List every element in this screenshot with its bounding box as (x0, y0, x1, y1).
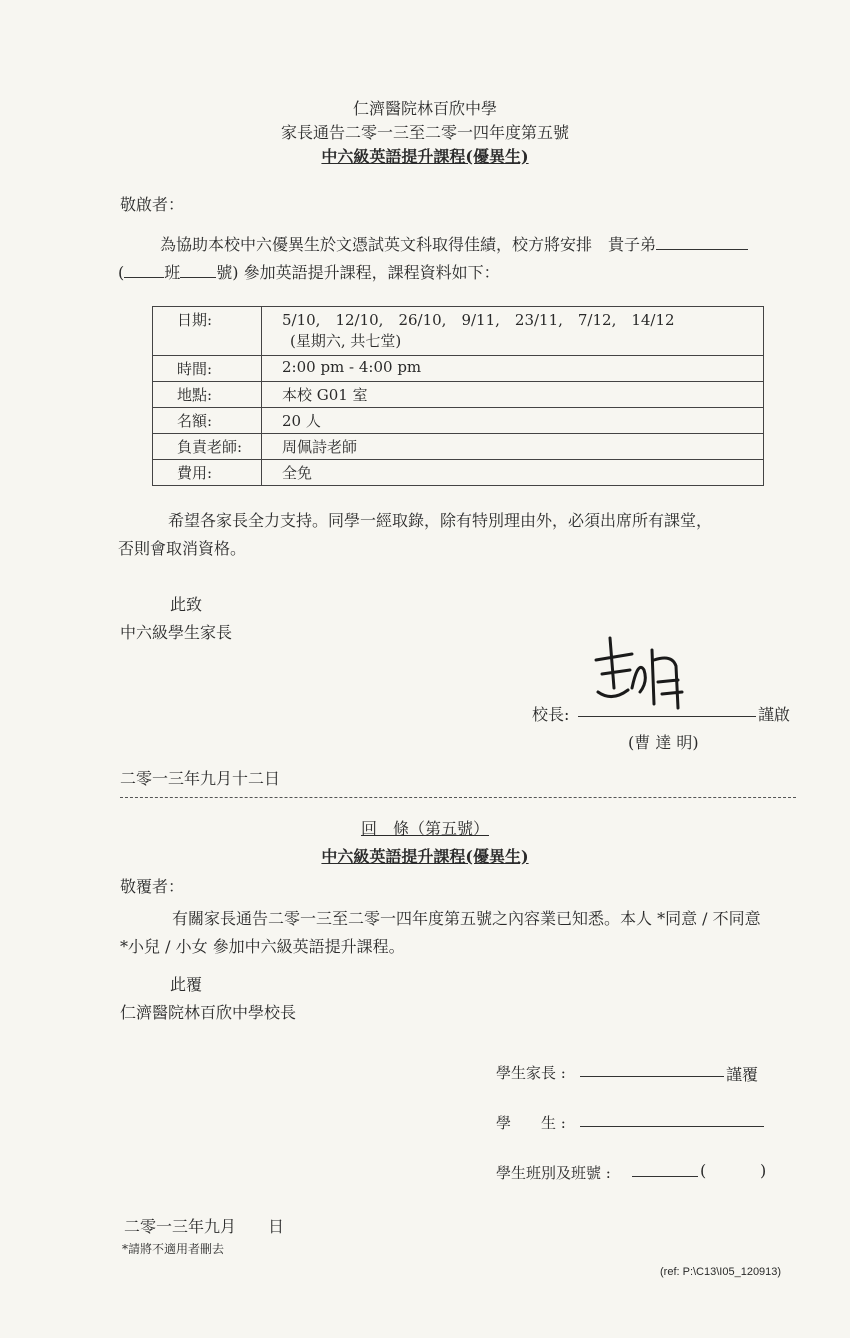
intro-paragraph-line1 (160, 232, 748, 255)
reply-date: 二零一三年九月 日 (124, 1217, 285, 1236)
student-name-blank (656, 235, 748, 250)
table-row (153, 356, 764, 382)
row-label: 負責老師: (153, 434, 262, 460)
class-blank (124, 263, 164, 278)
table-row (153, 434, 764, 460)
row-label: 地點: (153, 382, 262, 408)
intro-paragraph-line2: ( 班 號) 參加英語提升課程，課程資料如下： (118, 263, 500, 282)
footnote: *請將不適用者刪去 (122, 1242, 225, 1256)
parent-signature-suffix: 謹覆 (726, 1065, 759, 1084)
support-paragraph-line2: 否則會取消資格。 (118, 539, 247, 558)
principal-label: 校長: (532, 705, 570, 724)
reply-salutation: 敬覆者： (120, 877, 185, 896)
parent-signature-line[interactable] (580, 1076, 724, 1077)
reply-closing: 此覆 (170, 975, 203, 994)
intro-text: 為協助本校中六優異生於文憑試英文科取得佳績，校方將安排 貴子弟 (160, 235, 657, 254)
row-value: 2:00 pm - 4:00 pm (262, 356, 764, 382)
row-value: 5/10, 12/10, 26/10, 9/11, 23/11, 7/12, 14/12 (星期六, 共七堂) (262, 307, 764, 356)
reply-paragraph-line2: *小兒 / 小女 參加中六級英語提升課程。 (120, 937, 405, 956)
table-row (153, 307, 764, 356)
table-row (153, 382, 764, 408)
tear-off-divider (120, 797, 796, 798)
class-number-label: 學生班別及班號 : (496, 1164, 611, 1182)
class-number-paren-close: ) (760, 1161, 767, 1180)
principal-signature-line (578, 716, 756, 717)
principal-suffix: 謹啟 (758, 705, 791, 724)
row-label: 費用: (153, 460, 262, 486)
principal-signature (592, 630, 712, 720)
reply-title: 回 條（第五號） (360, 819, 489, 838)
notice-number: 家長通告二零一三至二零一四年度第五號 (280, 123, 569, 142)
student-name-line[interactable] (580, 1126, 764, 1127)
school-name: 仁濟醫院林百欣中學 (352, 99, 497, 118)
reply-course-title: 中六級英語提升課程(優異生) (321, 847, 529, 866)
recipient-text: 中六級學生家長 (120, 623, 233, 642)
table-row (153, 408, 764, 434)
row-label: 時間: (153, 356, 262, 382)
class-number-paren-open: ( (700, 1161, 707, 1180)
row-value: 20 人 (262, 408, 764, 434)
course-info-table (152, 306, 764, 486)
principal-name: (曹 達 明) (628, 733, 699, 752)
student-name-label: 學 生 : (496, 1114, 566, 1132)
closing-text: 此致 (170, 595, 203, 614)
row-label: 名額: (153, 408, 262, 434)
class-line[interactable] (632, 1176, 698, 1177)
reply-paragraph-line1: 有關家長通告二零一三至二零一四年度第五號之內容業已知悉。本人 *同意 / 不同意 (172, 909, 761, 928)
notice-date: 二零一三年九月十二日 (120, 769, 281, 788)
reply-recipient: 仁濟醫院林百欣中學校長 (120, 1003, 297, 1022)
course-title: 中六級英語提升課程(優異生) (321, 147, 529, 166)
row-label: 日期: (153, 307, 262, 356)
row-value: 全免 (262, 460, 764, 486)
class-number-blank (180, 263, 216, 278)
table-row (153, 460, 764, 486)
reference-code: (ref: P:\C13\I05_120913) (660, 1266, 782, 1278)
row-value: 周佩詩老師 (262, 434, 764, 460)
parent-signature-label: 學生家長 : (496, 1064, 566, 1082)
row-value: 本校 G01 室 (262, 382, 764, 408)
salutation: 敬啟者： (120, 195, 185, 214)
support-paragraph-line1: 希望各家長全力支持。同學一經取錄，除有特別理由外，必須出席所有課堂， (168, 511, 713, 530)
